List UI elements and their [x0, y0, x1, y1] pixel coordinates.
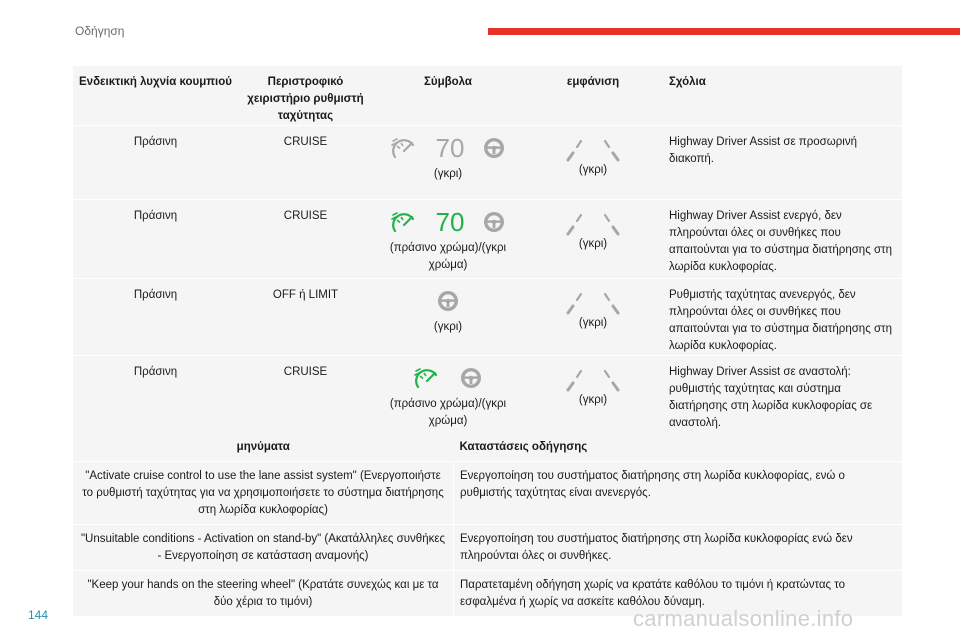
symbol-caption: (γκρι) [433, 168, 463, 180]
steering-wheel-icon [482, 136, 506, 160]
speedometer-icon [390, 136, 418, 160]
speed-value: 70 [435, 133, 465, 163]
steering-wheel-icon [436, 289, 460, 313]
lamp-cell: Πράσινη [73, 126, 238, 200]
lamp-cell: Πράσινη [73, 279, 238, 356]
lane-markings-icon [560, 366, 626, 392]
symbol-caption: (γκρι) [433, 321, 463, 333]
watermark: carmanualsonline.info [633, 606, 854, 631]
header-accent-bar [488, 28, 960, 35]
appearance-caption: (γκρι) [578, 317, 608, 329]
table-row [73, 525, 902, 571]
symbol-caption: (πράσινο χρώμα)/(γκρι χρώμα) [389, 242, 507, 271]
switch-cell: CRUISE [238, 200, 373, 279]
speedometer-icon [390, 210, 418, 234]
comment-cell: Highway Driver Assist ενεργό, δεν πληρούνται όλες οι συνθήκες που απαιτούνται για το σύστημα διατήρησης στη λωρίδα κυκλοφορίας. [663, 200, 902, 279]
page-number: 144 [28, 608, 49, 622]
symbol-caption: (πράσινο χρώμα)/(γκρι χρώμα) [389, 398, 507, 427]
message-cell: "Activate cruise control to use the lane assist system" (Ενεργοποιήστε το ρυθμιστή ταχύτητας για να χρησιμοποιήσετε το σύστημα διατήρησης στη λωρίδα κυκλοφορίας) [73, 462, 454, 525]
lamp-cell: Πράσινη [73, 200, 238, 279]
steering-wheel-icon [482, 210, 506, 234]
appearance-cell [523, 200, 663, 279]
symbol-cell [373, 356, 523, 433]
speedometer-icon [413, 366, 441, 390]
switch-cell: CRUISE [238, 126, 373, 200]
message-cell: "Keep your hands on the steering wheel" (Κρατάτε συνεχώς και με τα δύο χέρια το τιμόνι) [73, 571, 454, 617]
symbol-cell [373, 126, 523, 200]
symbol-cell [373, 200, 523, 279]
comment-cell: Ρυθμιστής ταχύτητας ανενεργός, δεν πληρούνται όλες οι συνθήκες που απαιτούνται για το σύστημα διατήρησης στη λωρίδα κυκλοφορίας. [663, 279, 902, 356]
header-switch: Περιστροφικό χειριστήριο ρυθμιστή ταχύτητας [247, 76, 364, 122]
symbol-cell [373, 279, 523, 356]
indicator-table [73, 66, 902, 433]
message-table-header [73, 433, 902, 462]
switch-cell: CRUISE [238, 356, 373, 433]
header-symbols: Σύμβολα [424, 76, 472, 88]
situation-cell: Παρατεταμένη οδήγηση χωρίς να κρατάτε καθόλου το τιμόνι ή κρατώντας το εσφαλμένα ή χωρίς να ασκείτε καθόλου δύναμη. [454, 571, 903, 617]
table-row [73, 126, 902, 200]
header-appearance: εμφάνιση [566, 76, 620, 88]
lane-markings-icon [560, 210, 626, 236]
indicator-table-header [73, 66, 902, 126]
appearance-cell [523, 356, 663, 433]
lane-markings-icon [560, 136, 626, 162]
comment-cell: Highway Driver Assist σε προσωρινή διακοπή. [663, 126, 902, 200]
header-lamp: Ενδεικτική λυχνία κουμπιού [79, 76, 232, 88]
table-row [73, 200, 902, 279]
message-table [73, 433, 902, 616]
header-comments: Σχόλια [669, 76, 706, 88]
steering-wheel-icon [459, 366, 483, 390]
lamp-cell: Πράσινη [73, 356, 238, 433]
lane-markings-icon [560, 289, 626, 315]
appearance-caption: (γκρι) [578, 164, 608, 176]
header-situation: Καταστάσεις οδήγησης [459, 441, 588, 453]
header-title: Οδήγηση [75, 24, 125, 38]
appearance-cell [523, 279, 663, 356]
speed-value: 70 [435, 207, 465, 237]
appearance-cell [523, 126, 663, 200]
appearance-caption: (γκρι) [578, 238, 608, 250]
header-message: μηνύματα [236, 441, 290, 453]
message-cell: "Unsuitable conditions - Activation on stand-by" (Ακατάλληλες συνθήκες - Ενεργοποίηση σε κατάσταση αναμονής) [73, 525, 454, 571]
table-row [73, 356, 902, 433]
switch-cell: OFF ή LIMIT [238, 279, 373, 356]
table-row [73, 462, 902, 525]
situation-cell: Ενεργοποίηση του συστήματος διατήρησης στη λωρίδα κυκλοφορίας, ενώ ο ρυθμιστής ταχύτητας είναι ανενεργός. [454, 462, 903, 525]
situation-cell: Ενεργοποίηση του συστήματος διατήρησης στη λωρίδα κυκλοφορίας ενώ δεν πληρούνται όλες οι συνθήκες. [454, 525, 903, 571]
comment-cell: Highway Driver Assist σε αναστολή: ρυθμιστής ταχύτητας και σύστημα διατήρησης στη λωρίδα κυκλοφορίας σε αναστολή. [663, 356, 902, 433]
table-row [73, 279, 902, 356]
appearance-caption: (γκρι) [578, 394, 608, 406]
